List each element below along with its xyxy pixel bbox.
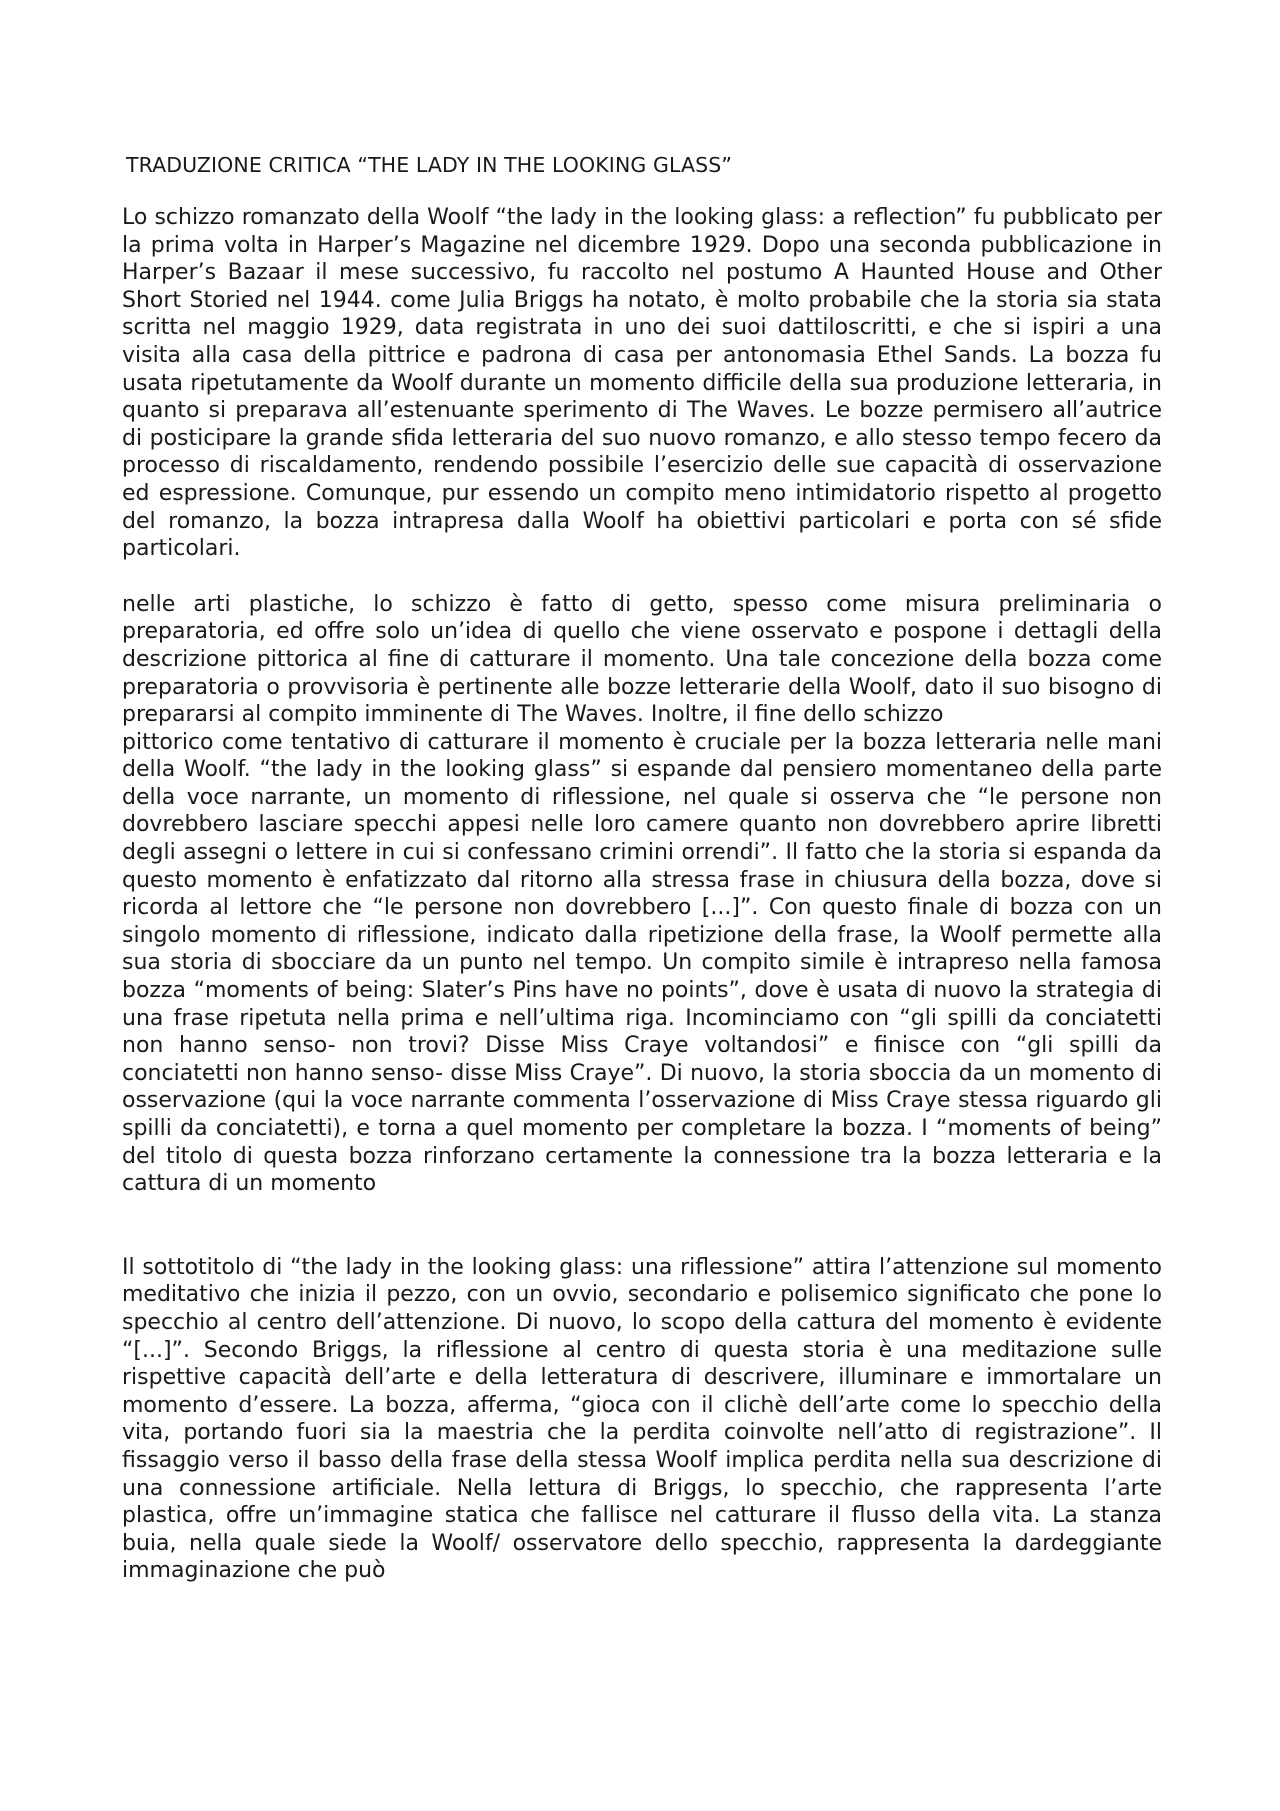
paragraph-4: Il sottotitolo di “the lady in the looking glass: una riflessione” attira l’attenzione sul momento meditativo che inizia il pezzo, con un ovvio, secondario e polisemico significato che pone lo specchio al centro dell’attenzione. Di nuovo, lo scopo della cattura del momento è evidente “[...]”. Secondo Briggs, la riflessione al centro di questa storia è una meditazione sulle rispettive capacità dell’arte e della letteratura di descrivere, illuminare e immortalare un momento d’essere. La bozza, afferma, “gioca con il clichè dell’arte come lo specchio della vita, portando fuori sia la maestria che la perdita coinvolte nell’atto di registrazione”. Il fissaggio verso il basso della frase della stessa Woolf implica perdita nella sua descrizione di una connessione artificiale. Nella lettura di Briggs, lo specchio, che rappresenta l’arte plastica, offre un’immagine statica che fallisce nel catturare il flusso della vita. La stanza buia, nella quale siede la Woolf/ osservatore dello specchio, rappresenta la dardeggiante immaginazione che può (122, 1254, 1162, 1584)
paragraph-2: nelle arti plastiche, lo schizzo è fatto di getto, spesso come misura preliminaria o preparatoria, ed offre solo un’idea di quello che viene osservato e pospone i dettagli della descrizione pittorica al fine di catturare il momento. Una tale concezione della bozza come preparatoria o provvisoria è pertinente alle bozze letterarie della Woolf, dato il suo bisogno di prepararsi al compito imminente di The Waves. Inoltre, il fine dello schizzo (122, 591, 1162, 728)
document-title: TRADUZIONE CRITICA “THE LADY IN THE LOOKING GLASS” (126, 153, 733, 177)
paragraph-1: Lo schizzo romanzato della Woolf “the lady in the looking glass: a reflection” fu pubblicato per la prima volta in Harper’s Magazine nel dicembre 1929. Dopo una seconda pubblicazione in Harper’s Bazaar il mese successivo, fu raccolto nel postumo A Haunted House and Other Short Storied nel 1944. come Julia Briggs ha notato, è molto probabile che la storia sia stata scritta nel maggio 1929, data registrata in uno dei suoi dattiloscritti, e che si ispiri a una visita alla casa della pittrice e padrona di casa per antonomasia Ethel Sands. La bozza fu usata ripetutamente da Woolf durante un momento difficile della sua produzione letteraria, in quanto si preparava all’estenuante sperimento di The Waves. Le bozze permisero all’autrice di posticipare la grande sfida letteraria del suo nuovo romanzo, e allo stesso tempo fecero da processo di riscaldamento, rendendo possibile l’esercizio delle sue capacità di osservazione ed espressione. Comunque, pur essendo un compito meno intimidatorio rispetto al progetto del romanzo, la bozza intrapresa dalla Woolf ha obiettivi particolari e porta con sé sfide particolari. (122, 205, 1162, 562)
paragraph-3: pittorico come tentativo di catturare il momento è cruciale per la bozza letteraria nelle mani della Woolf. “the lady in the looking glass” si espande dal pensiero momentaneo della parte della voce narrante, un momento di riflessione, nel quale si osserva che “le persone non dovrebbero lasciare specchi appesi nelle loro camere quanto non dovrebbero aprire libretti degli assegni o lettere in cui si confessano crimini orrendi”. Il fatto che la storia si espanda da questo momento è enfatizzato dal ritorno alla stressa frase in chiusura della bozza, dove si ricorda al lettore che “le persone non dovrebbero [...]”. Con questo finale di bozza con un singolo momento di riflessione, indicato dalla ripetizione della frase, la Woolf permette alla sua storia di sbocciare da un punto nel tempo. Un compito simile è intrapreso nella famosa bozza “moments of being: Slater’s Pins have no points”, dove è usata di nuovo la strategia di una frase ripetuta nella prima e nell’ultima riga. Incominciamo con “gli spilli da conciatetti non hanno senso- non trovi? Disse Miss Craye voltandosi” e finisce con “gli spilli da conciatetti non hanno senso- disse Miss Craye”. Di nuovo, la storia sboccia da un momento di osservazione (qui la voce narrante commenta l’osservazione di Miss Craye stessa riguardo gli spilli da conciatetti), e torna a quel momento per completare la bozza. I “moments of being” del titolo di questa bozza rinforzano certamente la connessione tra la bozza letteraria e la cattura di un momento (122, 729, 1162, 1197)
document-body (122, 150, 1162, 1585)
